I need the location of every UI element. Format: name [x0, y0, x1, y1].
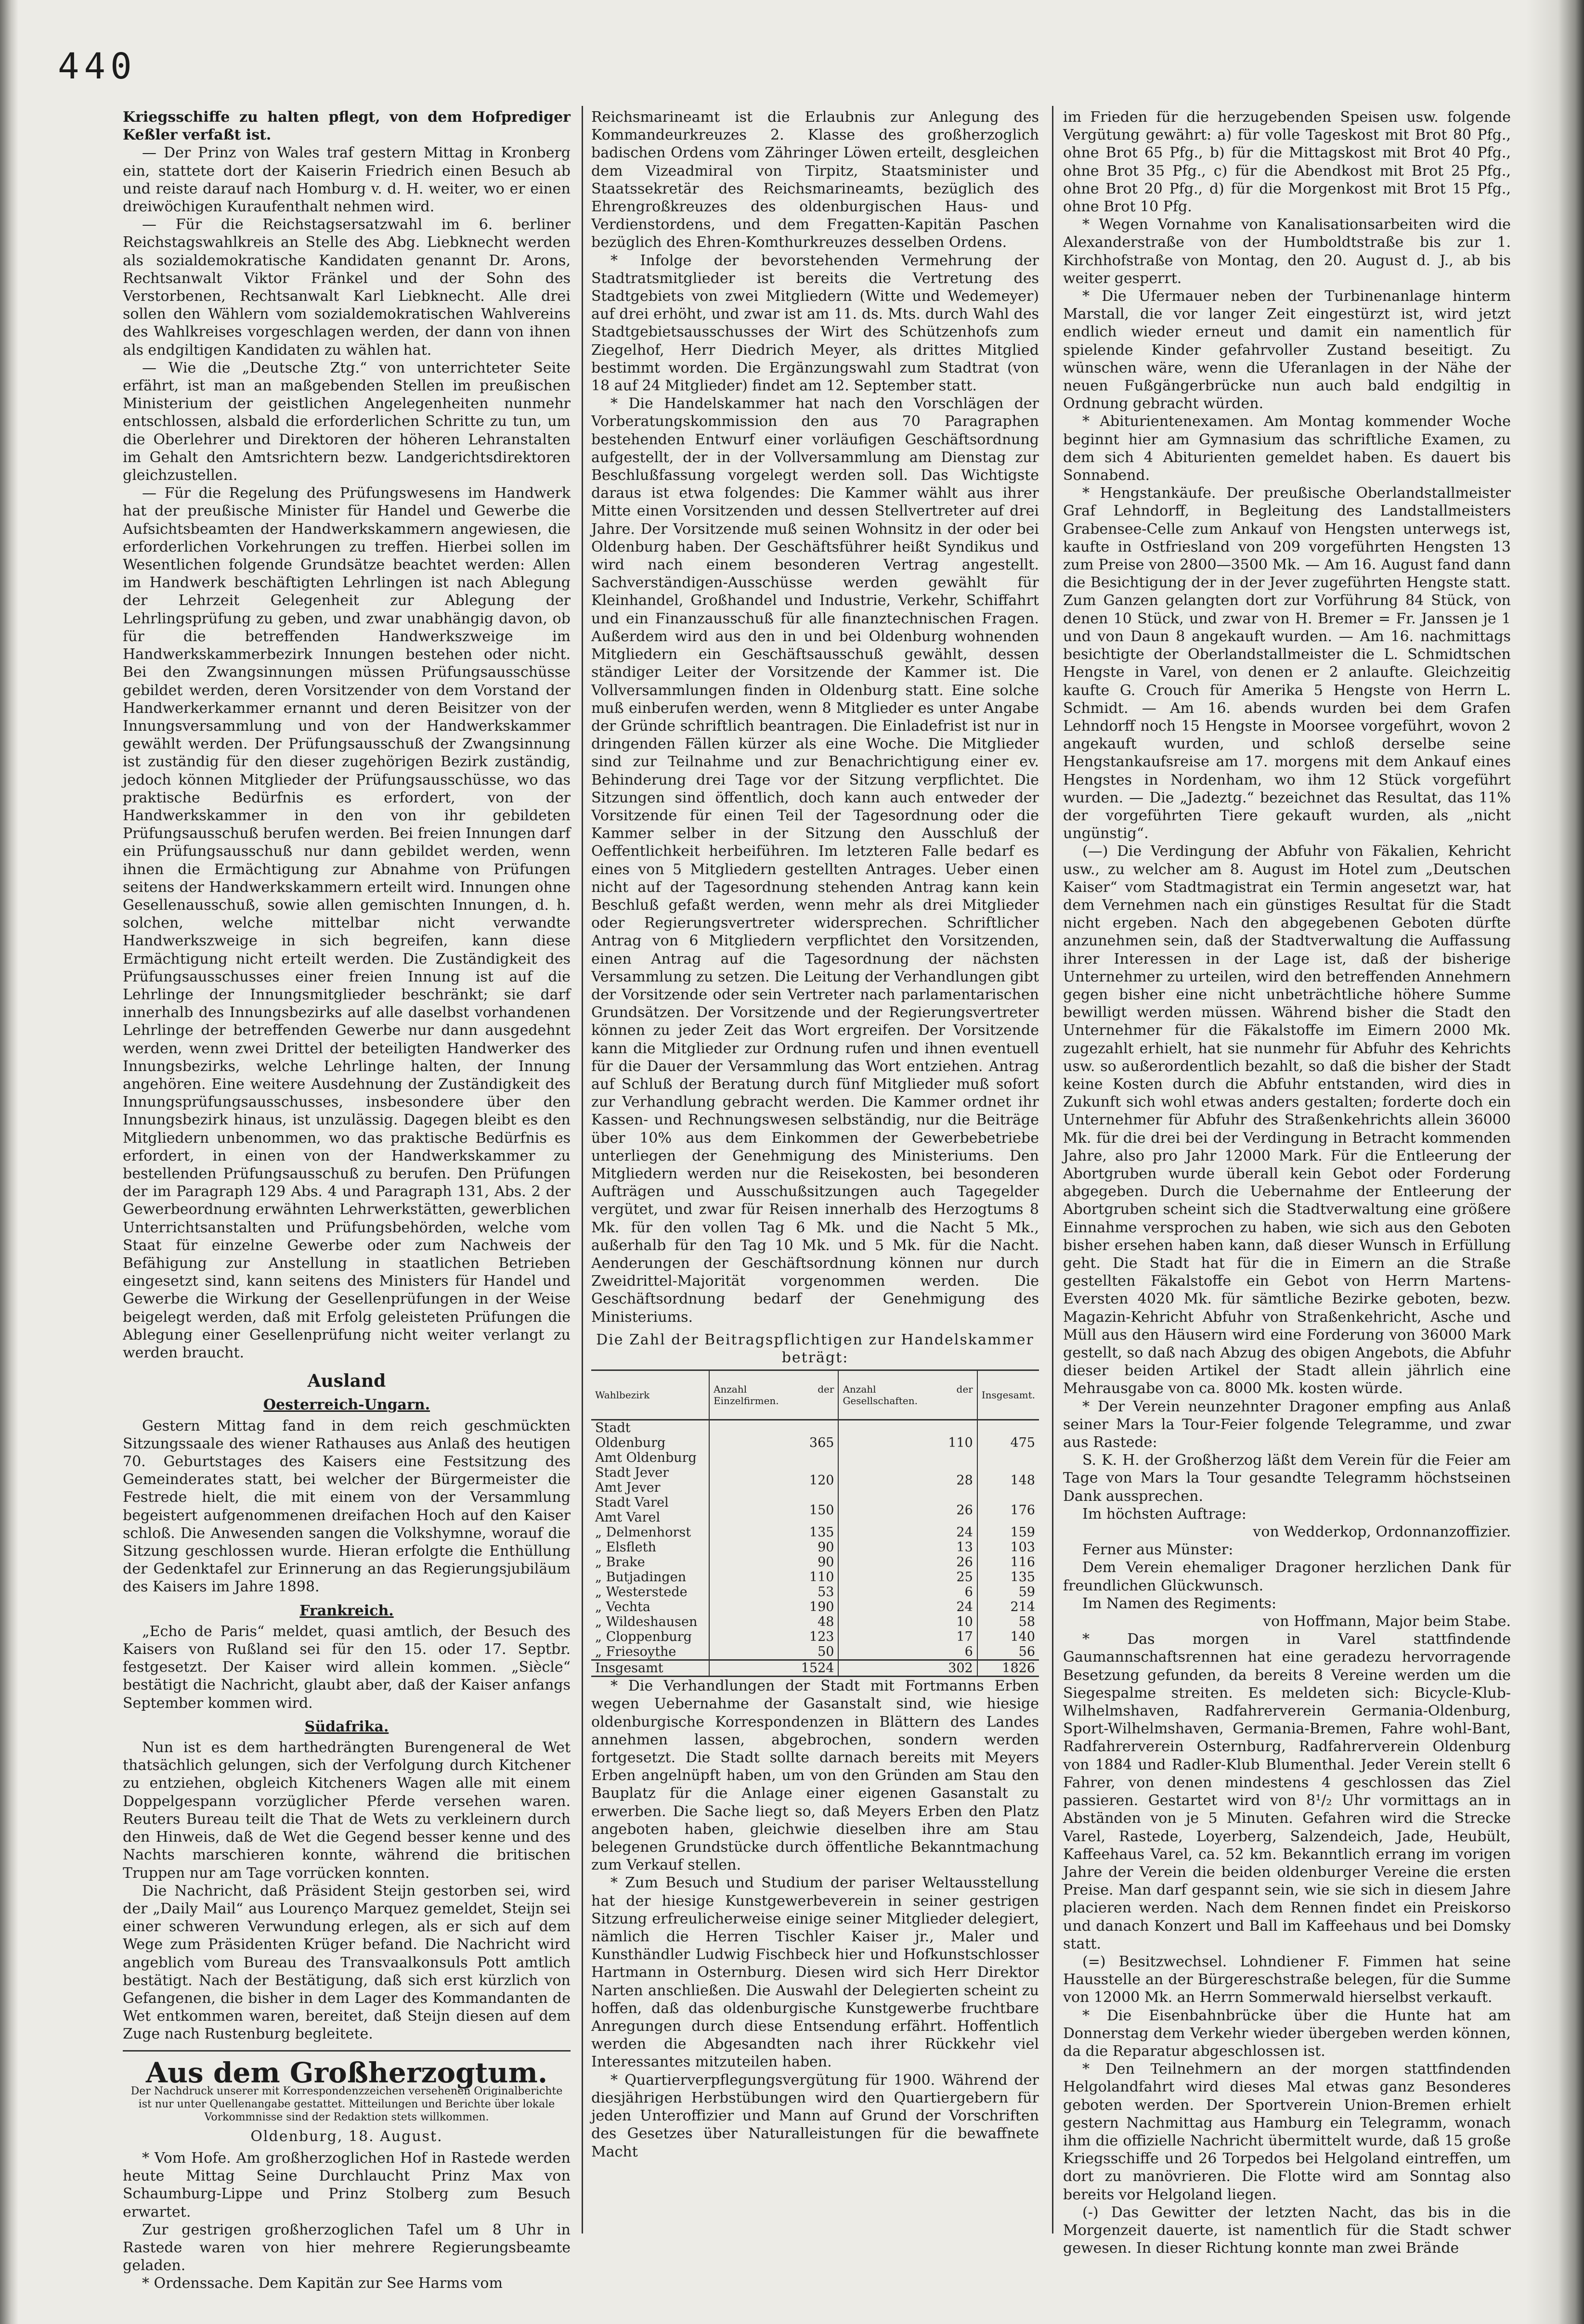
- paragraph: * Die Handelskammer hat nach den Vorschlägen der Vorberatungskommission den aus 70 Paragraphen bestehenden Entwurf einer vorläufigen Geschäftsordnung aufgestellt, der in der Vollversammlung am Dienstag zur Beschlußfassung vorgelegt werden soll. Das Wichtigste daraus ist etwa folgendes: Die Kammer wählt aus ihrer Mitte einen Vorsitzenden und dessen Stellvertreter auf drei Jahre. Der Vorsitzende muß seinen Wohnsitz in der oder bei Oldenburg haben. Der Geschäftsführer heißt Syndikus und wird nach einem besonderen Vertrag angestellt. Sachverständigen-Ausschüsse werden gewählt für Kleinhandel, Großhandel und Industrie, Verkehr, Schiffahrt und ein Finanzausschuß für alle finanztechnischen Fragen. Außerdem wird aus den in und bei Oldenburg wohnenden Mitgliedern ein Geschäftsausschuß gewählt, dessen ständiger Leiter der Vorsitzende der Kammer ist. Die Vollversammlungen finden in Oldenburg statt. Eine solche muß einberufen werden, wenn 8 Mitglieder es unter Angabe der Gründe schriftlich beantragen. Die Einladefrist ist nur in dringenden Fällen kürzer als eine Woche. Die Mitglieder sind zur Teilnahme und zur Benachrichtigung einer ev. Behinderung drei Tage vor der Sitzung verpflichtet. Die Sitzungen sind öffentlich, doch kann auch entweder der Vorsitzende für einen Teil der Tagesordnung oder die Kammer selber in der Sitzung den Ausschluß der Oeffentlichkeit herbeiführen. Im letzteren Falle bedarf es eines von 5 Mitgliedern gestellten Antrages. Ueber einen nicht auf der Tagesordnung stehenden Antrag kann kein Beschluß gefaßt werden, wenn mehr als drei Mitglieder oder Regierungsvertreter widersprechen. Schriftlicher Antrag von 6 Mitgliedern verpflichtet den Vorsitzenden, einen Antrag auf die Tagesordnung der nächsten Versammlung zu setzen. Die Leitung der Verhandlungen gibt der Vorsitzende oder sein Vertreter nach parlamentarischen Grundsätzen. Der Vorsitzende und der Regierungsvertreter können zu jeder Zeit das Wort ergreifen. Der Vorsitzende kann die Mitglieder zur Ordnung rufen und ihnen eventuell für die Dauer der Versammlung das Wort entziehen. Antrag auf Schluß der Beratung durch fünf Mitglieder muß sofort zur Verhandlung gebracht werden. Die Kammer ordnet ihr Kassen- und Rechnungswesen selbständig, nur die Beiträge über 10% aus dem Einkommen der Gewerbebetriebe unterliegen der Genehmigung des Ministeriums. Den Mitgliedern werden nur die Reisekosten, bei besonderen Aufträgen und Ausschußsitzungen auch Tagegelder vergütet, und zwar für Reisen innerhalb des Herzogtums 8 Mk. für den vollen Tag 6 Mk. und die Nacht 5 Mk., außerhalb für den Tag 10 Mk. und 5 Mk. für die Nacht. Aenderungen der Geschäftsordnung können nur durch Zweidrittel-Majorität vorgenommen werden. Die Geschäftsordnung bedarf der Genehmigung des Ministeriums.: [591, 395, 1039, 1326]
- paragraph: — Wie die „Deutsche Ztg.“ von unterrichteter Seite erfährt, ist man an maßgebenden Stellen im preußischen Ministerium der geistlichen Angelegenheiten nunmehr entschlossen, alsbald die erforderlichen Schritte zu tun, um die Oberlehrer und Direktoren der höheren Lehranstalten im Gehalt den Amtsrichtern bezw. Landgerichtsdirektoren gleichzustellen.: [123, 359, 571, 484]
- table-row: [591, 1600, 1039, 1614]
- table-cell: 90: [709, 1555, 838, 1570]
- table-cell: 135: [977, 1570, 1039, 1585]
- table-cell: 110: [709, 1570, 838, 1585]
- table-cell: 302: [838, 1660, 977, 1677]
- paragraph: * Quartierverpflegungsvergütung für 1900. Während der diesjährigen Herbstübungen wird den Quartiergebern für jeden Unteroffizier und Mann auf Grund der Vorschriften des Gesetzes über Naturalleistungen für die bewaffnete Macht: [591, 2071, 1039, 2160]
- signature: von Hoffmann, Major beim Stabe.: [1263, 1613, 1511, 1630]
- paragraph: Im höchsten Auftrage:: [1082, 1505, 1246, 1523]
- table-cell: 25: [838, 1570, 977, 1585]
- subheading-suedafrika: Südafrika.: [304, 1718, 389, 1735]
- paragraph: * Vom Hofe. Am großherzoglichen Hof in Rastede werden heute Mittag Seine Durchlaucht Prinz Max von Schaumburg-Lippe und Prinz Stolberg zum Besuch erwartet.: [123, 2149, 571, 2221]
- table-cell: 6: [838, 1585, 977, 1600]
- paragraph: — Für die Regelung des Prüfungswesens im Handwerk hat der preußische Minister für Handel und Gewerbe die Aufsichtsbeamten der Handwerkskammern angewiesen, die erforderlichen Vorkehrungen zu treffen. Hierbei sollen im Wesentlichen folgende Grundsätze beachtet werden: Allen im Handwerk beschäftigten Lehrlingen ist nach Ablegung der Lehrzeit Gelegenheit zur Ablegung der Lehrlingsprüfung zu geben, und zwar unabhängig davon, ob für die betreffenden Handwerkszweige im Handwerkskammerbezirk Innungen bestehen oder nicht. Bei den Zwangsinnungen müssen Prüfungsausschüsse gebildet werden, deren Vorsitzender von dem Vorstand der Handwerkerkammer ernannt und deren Beisitzer von der Innungsversammlung und von der Handwerkskammer gewählt werden. Der Prüfungsausschuß der Zwangsinnung ist zuständig für den dieser zugehörigen Bezirk zuständig, jedoch können Mitglieder der Prüfungsausschüsse, wo das praktische Bedürfnis es erfordert, von der Handwerkskammer in den von ihr gebildeten Prüfungsausschuß berufen werden. Bei freien Innungen darf ein Prüfungsausschuß nur dann gebildet werden, wenn ihnen die Ermächtigung zur Abnahme von Prüfungen seitens der Handwerkskammern erteilt wird. Innungen ohne Gesellenausschuß, sowie allen gemischten Innungen, d. h. solchen, welche mittelbar nicht verwandte Handwerkszweige in sich begreifen, kann diese Ermächtigung nicht erteilt werden. Die Zuständigkeit des Prüfungsausschusses einer freien Innung ist auf die Lehrlinge der Innungsmitglieder beschränkt; sie darf innerhalb des Innungsbezirks auf alle daselbst vorhandenen Lehrlinge der betreffenden Gewerbe nur dann ausgedehnt werden, wenn zwei Drittel der beteiligten Handwerker des Innungsbezirks, welche Lehrlinge halten, der Innung angehören. Eine weitere Ausdehnung der Zuständigkeit des Innungsprüfungsausschusses, insbesondere über den Innungsbezirk hinaus, ist unzulässig. Dagegen bleibt es den Mitgliedern unbenommen, wo das praktische Bedürfnis es erfordert, in einen von der Handwerkskammer zu bestellenden Prüfungsausschuß zu berufen. Den Prüfungen der im Paragraph 129 Abs. 4 und Paragraph 131, Abs. 2 der Gewerbeordnung erwähnten Lehrwerkstätten, gewerblichen Unterrichtsanstalten und Prüfungsbehörden, welche vom Staat für einzelne Gewerbe oder zum Nachweis der Befähigung zur Anstellung in staatlichen Betrieben eingesetzt sind, kann seitens des Ministers für Handel und Gewerbe die Wirkung der Gesellenprüfungen in der Weise beigelegt werden, daß mit Erfolg geleisteten Prüfungen die Ablegung einer Gesellenprüfung nicht weiter verlangt zu werden braucht.: [123, 485, 571, 1362]
- paragraph: * Hengstankäufe. Der preußische Oberlandstallmeister Graf Lehndorff, in Begleitung des Landstallmeisters Grabensee-Celle zum Ankauf von Hengsten unterwegs ist, kaufte in Ostfriesland von 209 vorgeführten Hengsten 13 zum Preise von 2800—3500 Mk. — Am 16. August fand dann die Besichtigung der in der Jever zugeführten Hengste statt. Zum Ganzen gelangten dort zur Vorführung 84 Stück, von denen 10 Stück, und zwar von H. Bremer = Fr. Janssen je 1 und von Daun 8 angekauft wurden. — Am 16. nachmittags besichtigte der Oberlandstallmeister die L. Schmidtschen Hengste in Varel, von denen er 2 anlaufte. Gleichzeitig kaufte G. Crouch für Amerika 5 Hengste von Herrn L. Schmidt. — Am 16. abends wurden bei dem Grafen Lehndorff noch 15 Hengste in Moorsee vorgeführt, wovon 2 angekauft wurden, und schloß derselbe seine Hengstankaufsreise am 17. morgens mit dem Ankauf eines Hengstes in Nordenham, wo ihm 12 Stück vorgeführt wurden. — Die „Jadeztg.“ bezeichnet das Resultat, das 11% der vorgeführten Tiere gekauft wurden, als „nicht ungünstig“.: [1063, 485, 1511, 842]
- paragraph: * Der Verein neunzehnter Dragoner empfing aus Anlaß seiner Mars la Tour-Feier folgende Telegramme, und zwar aus Rastede:: [1063, 1398, 1511, 1451]
- table-cell: 120: [709, 1465, 838, 1495]
- paragraph: (=) Besitzwechsel. Lohndiener F. Fimmen hat seine Hausstelle an der Bürgereschstraße belegen, für die Summe von 12000 Mk. an Herrn Sommerwald hierselbst verkauft.: [1063, 1953, 1511, 2006]
- paragraph: Die Nachricht, daß Präsident Steijn gestorben sei, wird der „Daily Mail“ aus Lourenço Marquez gemeldet, Steijn sei einer schweren Verwundung erlegen, als er sich auf dem Wege zum Präsidenten Krüger befand. Die Nachricht wird angeblich vom Bureau des Transvaalkonsuls Pott amtlich bestätigt. Nach der Bestätigung, daß sich erst kürzlich von Gefangenen, die bisher in dem Lager des Kommandanten de Wet entkommen waren, bereitet, daß Steijn diesen auf dem Zuge nach Rustenburg begleitete.: [123, 1882, 571, 2043]
- table-cell: „ Vechta: [595, 1600, 651, 1615]
- table-cell: 17: [838, 1629, 977, 1644]
- table-cell: 90: [709, 1540, 838, 1555]
- paragraph: * Ordenssache. Dem Kapitän zur See Harms vom: [142, 2275, 503, 2292]
- table-cell: 53: [709, 1585, 838, 1600]
- paragraph: * Zum Besuch und Studium der pariser Weltausstellung hat der hiesige Kunstgewerbeverein in seiner gestrigen Sitzung erfreulicherweise einige seiner Mitglieder delegiert, nämlich die Herren Tischler Kaiser jr., Maler und Kunsthändler Ludwig Fischbeck hier und Hofkunstschlosser Hartmann in Osternburg. Diesen wird sich Herr Direktor Narten anschließen. Die Auswahl der Delegierten scheint zu hoffen, daß das oldenburgische Kunstgewerbe fruchtbare Anregungen durch diese Entsendung erfährt. Hoffentlich werden die Abgesandten nach ihrer Rückkehr viel Interessantes mitzuteilen haben.: [591, 1874, 1039, 2071]
- paragraph: im Frieden für die herzugebenden Speisen usw. folgende Vergütung gewährt: a) für volle Tageskost mit Brot 80 Pfg., ohne Brot 65 Pfg., b) für die Mittagskost mit Brot 40 Pfg., ohne Brot 35 Pfg., c) für die Abendkost mit Brot 25 Pfg., ohne Brot 20 Pfg., d) für die Morgenkost mit Brot 15 Pfg., ohne Brot 10 Pfg.: [1063, 109, 1511, 216]
- table-cell: 10: [838, 1614, 977, 1629]
- table-cell: „ Butjadingen: [595, 1570, 687, 1585]
- table-cell: 48: [709, 1614, 838, 1629]
- column-1: [123, 108, 571, 2293]
- table-cell: „ Friesoythe: [595, 1644, 676, 1660]
- table-cell: Insgesamt: [595, 1661, 663, 1676]
- table-row: [591, 1525, 1039, 1540]
- table-header: Wahlbezirk: [595, 1389, 650, 1401]
- table-cell: 150: [709, 1495, 838, 1525]
- table-cell: 13: [838, 1540, 977, 1555]
- column-2: [591, 108, 1039, 2161]
- paragraph: Dem Verein ehemaliger Dragoner herzlichen Dank für freundlichen Glückwunsch.: [1063, 1559, 1511, 1594]
- table-row: [591, 1570, 1039, 1585]
- table-cell: 26: [838, 1495, 977, 1525]
- paragraph: Reichsmarineamt ist die Erlaubnis zur Anlegung des Kommandeurkreuzes 2. Klasse des großherzoglich badischen Ordens vom Zähringer Löwen erteilt, desgleichen dem Vizeadmiral von Tirpitz, Staatsminister und Staatssekretär des Reichsmarineamts, bezüglich des Ehrengroßkreuzes des oldenburgischen Haus- und Verdienstordens, und dem Fregatten-Kapitän Paschen bezüglich des Ehren-Komthurkreuzes desselben Ordens.: [591, 109, 1039, 251]
- table-cell: „ Cloppenburg: [595, 1629, 692, 1645]
- table-cell: „ Elsfleth: [595, 1540, 656, 1555]
- table-header: Anzahl der Einzelfirmen.: [709, 1370, 838, 1420]
- column-3: [1063, 108, 1511, 2257]
- paragraph: * Den Teilnehmern an der morgen stattfindenden Helgolandfahrt wird dieses Mal etwas ganz Besonderes geboten werden. Der Sportverein Union-Bremen erhielt gestern Nachmittag aus Hamburg ein Telegramm, wonach ihm die offizielle Nachricht übermittelt wurde, daß 15 große Kriegsschiffe und 26 Torpedos bei Helgoland eintreffen, um dort zu manövrieren. Die Flotte wird am Sonntag also bereits vor Helgoland liegen.: [1063, 2061, 1511, 2203]
- table-cell: 110: [838, 1420, 977, 1466]
- table-row: [591, 1644, 1039, 1660]
- table-row: [591, 1614, 1039, 1629]
- paragraph: „Echo de Paris“ meldet, quasi amtlich, der Besuch des Kaisers von Rußland sei für den 15. oder 17. Septbr. festgesetzt. Der Kaiser wird allein kommen. „Siècle“ bestätigt die Nachricht, glaubt aber, daß der Kaiser anfangs September kommen wird.: [123, 1623, 571, 1712]
- contributors-table: [591, 1369, 1039, 1677]
- table-cell: 28: [838, 1465, 977, 1495]
- paragraph: Kriegsschiffe zu halten pflegt, von dem Hofprediger Keßler verfaßt ist.: [123, 109, 571, 144]
- paragraph: Zur gestrigen großherzoglichen Tafel um 8 Uhr in Rastede waren von hier mehrere Regierungsbeamte geladen.: [123, 2221, 571, 2274]
- table-header: Insgesamt.: [977, 1370, 1039, 1420]
- paragraph: * Infolge der bevorstehenden Vermehrung der Stadtratsmitglieder ist bereits die Vertretung des Stadtgebiets von zwei Mitgliedern (Witte und Wedemeyer) auf drei erhöht, und zwar ist am 11. ds. Mts. durch Wahl des Stadtgebietsausschusses der Wirt des Schützenhofs zum Ziegelhof, Herr Diedrich Meyer, als drittes Mitglied bestimmt worden. Die Ergänzungswahl zum Stadtrat (von 18 auf 24 Mitglieder) findet am 12. September statt.: [591, 252, 1039, 395]
- paragraph: Gestern Mittag fand in dem reich geschmückten Sitzungssaale des wiener Rathauses aus Anlaß des heutigen 70. Geburtstages des Kaisers eine Festsitzung des Gemeinderates statt, bei welcher der Bürgermeister die Festrede hielt, die mit einem von der Versammlung begeistert aufgenommenen dreifachen Hoch auf den Kaiser schloß. Die Anwesenden sangen die Volkshymne, worauf die Sitzung geschlossen wurde. Hieran erfolgte die Enthüllung der Gedenktafel zur Erinnerung an das Regierungsjubiläum des Kaisers im Jahre 1898.: [123, 1417, 571, 1596]
- section-heading-grossherzogtum: Aus dem Großherzogtum.: [145, 2056, 548, 2089]
- section-heading-ausland: Ausland: [307, 1371, 386, 1392]
- table-cell: 159: [977, 1525, 1039, 1540]
- paragraph: * Die Eisenbahnbrücke über die Hunte hat am Donnerstag dem Verkehr wieder übergeben werden können, da die Reparatur abgeschlossen ist.: [1063, 2007, 1511, 2060]
- paragraph: — Für die Reichstagsersatzwahl im 6. berliner Reichstagswahlkreis an Stelle des Abg. Liebknecht werden als sozialdemokratische Kandidaten genannt Dr. Arons, Rechtsanwalt Viktor Fränkel und der Sohn des Verstorbenen, Rechtsanwalt Karl Liebknecht. Alle drei sollen den Wählern vom sozialdemokratischen Wahlvereins des Wahlkreises vorgeschlagen werden, der dann von ihnen als endgiltigen Kandidaten zu wählen hat.: [123, 216, 571, 359]
- scan-right-edge: [1526, 0, 1584, 2324]
- table-row: [591, 1495, 1039, 1525]
- table-cell: 176: [977, 1495, 1039, 1525]
- table-cell: 140: [977, 1629, 1039, 1644]
- table-cell: Stadt Oldenburg Amt Oldenburg: [595, 1420, 697, 1466]
- divider: [123, 2050, 571, 2052]
- table-cell: 59: [977, 1585, 1039, 1600]
- table-cell: 24: [838, 1525, 977, 1540]
- table-cell: „ Brake: [595, 1555, 645, 1570]
- table-cell: Stadt Varel Amt Varel: [595, 1495, 669, 1525]
- subheading-frankreich: Frankreich.: [299, 1602, 394, 1619]
- paragraph: — Der Prinz von Wales traf gestern Mittag in Kronberg ein, stattete dort der Kaiserin Friedrich einen Besuch ab und reiste darauf nach Homburg v. d. H. weiter, wo er einen dreiwöchigen Kuraufenthalt nehmen wird.: [123, 144, 571, 216]
- table-row: [591, 1465, 1039, 1495]
- table-cell: 26: [838, 1555, 977, 1570]
- table-row: [591, 1629, 1039, 1644]
- page-number: 440: [58, 46, 137, 87]
- table-cell: 475: [977, 1420, 1039, 1466]
- table-cell: 56: [977, 1644, 1039, 1660]
- dateline: Oldenburg, 18. August.: [250, 2128, 443, 2145]
- table-cell: Stadt Jever Amt Jever: [595, 1465, 669, 1496]
- paragraph: Im Namen des Regiments:: [1082, 1595, 1277, 1612]
- paragraph: * Wegen Vornahme von Kanalisationsarbeiten wird die Alexanderstraße von der Humboldtstraße bis zur 1. Kirchhofstraße von Montag, den 20. August d. J., ab bis weiter gesperrt.: [1063, 216, 1511, 287]
- paragraph: * Abiturientenexamen. Am Montag kommender Woche beginnt hier am Gymnasium das schriftliche Examen, zu dem sich 4 Abiturienten gemeldet haben. Es dauert bis Sonnabend.: [1063, 413, 1511, 484]
- table-cell: 365: [709, 1420, 838, 1466]
- table-cell: 214: [977, 1600, 1039, 1614]
- subheading-oesterreich: Oesterreich-Ungarn.: [263, 1396, 430, 1414]
- table-header: Anzahl der Gesellschaften.: [838, 1370, 977, 1420]
- paragraph: S. K. H. der Großherzog läßt dem Verein für die Feier am Tage von Mars la Tour gesandte Telegramm höchstseinen Dank aussprechen.: [1063, 1452, 1511, 1505]
- table-cell: „ Wildeshausen: [595, 1614, 698, 1630]
- table-cell: 6: [838, 1644, 977, 1660]
- table-cell: 190: [709, 1600, 838, 1614]
- signature: von Wedderkop, Ordonnanzoffizier.: [1253, 1524, 1511, 1541]
- table-cell: „ Delmenhorst: [595, 1525, 691, 1540]
- table-cell: 24: [838, 1600, 977, 1614]
- table-cell: 50: [709, 1644, 838, 1660]
- table-cell: 123: [709, 1629, 838, 1644]
- paragraph: (-) Das Gewitter der letzten Nacht, das bis in die Morgenzeit dauerte, ist namentlich für die Stadt schwer gewesen. In dieser Richtung konnte man zwei Brände: [1063, 2204, 1511, 2257]
- paragraph: * Das morgen in Varel stattfindende Gaumannschaftsrennen hat eine geradezu hervorragende Besetzung gefunden, da bereits 8 Vereine werden um die Siegespalme streiten. Es meldeten sich: Bicycle-Klub-Wilhelmshaven, Radfahrerverein Germania-Oldenburg, Sport-Wilhelmshaven, Germania-Bremen, Fahre wohl-Bant, Radfahrerverein Osternburg, Radfahrerverein Oldenburg von 1884 und Radler-Klub Blumenthal. Jeder Verein stellt 6 Fahrer, von denen mindestens 4 geschlossen das Ziel passieren. Gestartet wird von 8¹/₂ Uhr vormittags an in Abständen von je 5 Minuten. Gefahren wird die Strecke Varel, Rastede, Loyerberg, Salzendeich, Jade, Heubült, Kaffeehaus Varel, ca. 52 km. Bekanntlich errang im vorigen Jahre der Verein die beiden oldenburger Vereine die ersten Preise. Man darf gespannt sein, wie sie sich in diesem Jahre placieren werden. Nach dem Rennen findet ein Preiskorso und danach Konzert und Ball im Kaffeehaus und bei Domsky statt.: [1063, 1631, 1511, 1952]
- table-total-row: [591, 1660, 1039, 1677]
- column-rule: [1052, 106, 1053, 2234]
- table-row: [591, 1420, 1039, 1466]
- table-caption: Die Zahl der Beitragspflichtigen zur Handelskammer beträgt:: [596, 1331, 1034, 1367]
- table-cell: 58: [977, 1614, 1039, 1629]
- paragraph: * Die Ufermauer neben der Turbinenanlage hinterm Marstall, die vor langer Zeit eingestürzt ist, wird jetzt endlich wieder erneut und damit ein namentlich für spielende Kinder gefahrvoller Zustand beseitigt. Zu wünschen wäre, wenn die Uferanlagen in der Nähe der neuen Fußgängerbrücke nun auch bald endgiltig in Ordnung gebracht würden.: [1063, 288, 1511, 413]
- table-cell: 148: [977, 1465, 1039, 1495]
- table-cell: 116: [977, 1555, 1039, 1570]
- column-rule: [582, 106, 583, 2234]
- table-cell: 1524: [709, 1660, 838, 1677]
- table-row: [591, 1540, 1039, 1555]
- paragraph: * Die Verhandlungen der Stadt mit Fortmanns Erben wegen Uebernahme der Gasanstalt sind, wie hiesige oldenburgische Korrespondenzen in Blättern des Landes annehmen lassen, abgebrochen, sondern werden fortgesetzt. Die Stadt sollte darnach bereits mit Meyers Erben angelnüpft haben, um von den Gründen am Stau den Bauplatz für die Anlage einer eigenen Gasanstalt zu erwerben. Die Sache liegt so, daß Meyers Erben den Platz angeboten haben, gleichwie dieselben ihre am Stau belegenen Grundstücke durch öffentliche Bekanntmachung zum Verkauf stellen.: [591, 1678, 1039, 1874]
- table-cell: 1826: [977, 1660, 1039, 1677]
- reprint-notice: Der Nachdruck unserer mit Korrespondenzzeichen versehenen Originalberichte ist nur unter Quellenangabe gestattet. Mitteilungen und Berichte über lokale Vorkommnisse sind der Redaktion stets willkommen.: [130, 2085, 563, 2123]
- paragraph: Nun ist es dem harthedrängten Burengeneral de Wet thatsächlich gelungen, sich der Verfolgung durch Kitchener zu entziehen, obgleich Kitcheners Wagen alle mit einem Doppelgespann vorzüglicher Pferde versehen waren. Reuters Bureau teilt die That de Wets zu verkleinern durch den Hinweis, daß de Wet die Gegend besser kenne und des Nachts marschieren konnte, während die britischen Truppen nur am Tage vorrücken konnten.: [123, 1739, 571, 1882]
- scan-left-edge: [0, 0, 18, 2324]
- paragraph: Ferner aus Münster:: [1082, 1541, 1233, 1559]
- table-row: [591, 1555, 1039, 1570]
- table-cell: „ Westerstede: [595, 1585, 688, 1600]
- paragraph: (—) Die Verdingung der Abfuhr von Fäkalien, Kehricht usw., zu welcher am 8. August im Hotel zum „Deutschen Kaiser“ vom Stadtmagistrat ein Termin angesetzt war, hat dem Vernehmen nach ein günstiges Resultat für die Stadt nicht ergeben. Nach den abgegebenen Geboten dürfte anzunehmen sein, daß der Stadtverwaltung die Auffassung ihrer Interessen in der Lage ist, daß der bisherige Unternehmer zu urteilen, wird den betreffenden Annehmern gegen bisher eine nicht unbeträchtliche höhere Summe bewilligt werden müssen. Während bisher die Stadt den Unternehmer für die Fäkalstoffe im Eimern 2000 Mk. zugezahlt erhielt, hat sie nunmehr für Abfuhr des Kehrichts usw. so außerordentlich bezahlt, so daß die bisher der Stadt keine Kosten durch die Abfuhr entstanden, wird dies in Zukunft sich wohl etwas anders gestalten; forderte doch ein Unternehmer für Abfuhr des Straßenkehrichts allein 36000 Mk. für die drei bei der Verdingung in Betracht kommenden Jahre, also pro Jahr 12000 Mark. Für die Entleerung der Abortgruben wurde überall kein Gebot oder Forderung abgegeben. Durch die Uebernahme der Entleerung der Abortgruben scheint sich die Stadtverwaltung eine größere Einnahme versprochen zu haben, wie sich aus den Geboten bisher ersehen haben kann, daß dieser Wunsch in Erfüllung geht. Die Stadt hat für die in Eimern an die Straße gestellten Fäkalstoffe ein Gebot von Herrn Martens-Eversten 4020 Mk. für sämtliche Bezirke geboten, bezw. Magazin-Kehricht Abfuhr von Straßenkehricht, Asche und Müll aus den Häusern wird eine Forderung von 36000 Mark gestellt, so daß nach Abzug des obigen Angebots, die Abfuhr dieser beiden Artikel der Stadt allein jährlich eine Mehrausgabe von ca. 8000 Mk. kosten würde.: [1063, 843, 1511, 1397]
- table-cell: 103: [977, 1540, 1039, 1555]
- table-row: [591, 1585, 1039, 1600]
- table-cell: 135: [709, 1525, 838, 1540]
